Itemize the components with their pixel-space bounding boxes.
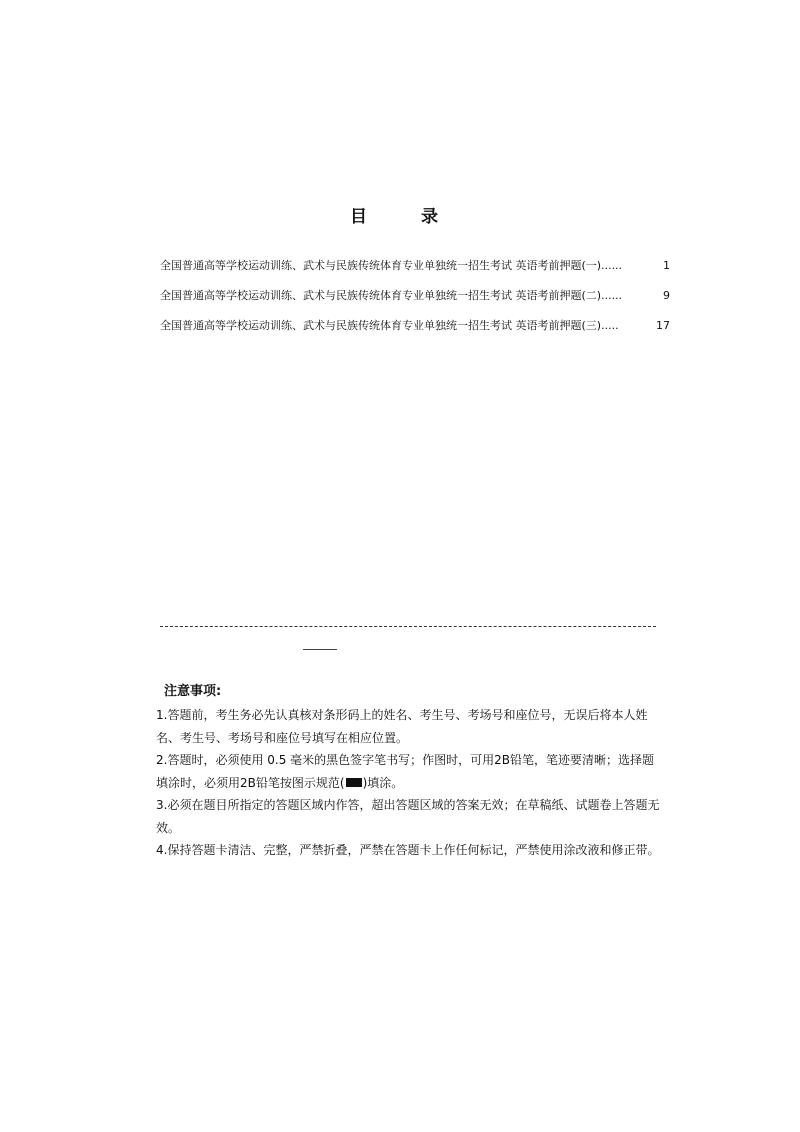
note-item-1: 1.答题前，考生务必先认真核对条形码上的姓名、考生号、考场号和座位号，无误后将本人姓名、考生号、考场号和座位号填写在相应位置。 bbox=[156, 708, 648, 745]
note-item-2 bbox=[156, 749, 666, 794]
toc-item-page: 17 bbox=[656, 319, 670, 332]
toc-item[interactable] bbox=[160, 316, 670, 346]
notes-title: 注意事项: bbox=[164, 684, 222, 699]
toc-list bbox=[160, 256, 670, 346]
note-item-3: 3.必须在题目所指定的答题区域内作答，超出答题区域的答案无效；在草稿纸、试题卷上答题无效。 bbox=[156, 798, 660, 835]
toc-item-text: 全国普通高等学校运动训练、武术与民族传统体育专业单独统一招生考试 英语考前押题(二)...... bbox=[160, 289, 623, 302]
toc-title: 目 录 bbox=[350, 207, 462, 227]
toc-item[interactable] bbox=[160, 286, 670, 316]
cut-line-divider bbox=[160, 626, 656, 627]
toc-item-text: 全国普通高等学校运动训练、武术与民族传统体育专业单独统一招生考试 英语考前押题(一)...... bbox=[160, 259, 623, 272]
toc-item-text: 全国普通高等学校运动训练、武术与民族传统体育专业单独统一招生考试 英语考前押题(三)..... bbox=[160, 319, 619, 332]
filled-answer-example-icon bbox=[346, 778, 362, 787]
toc-item-page: 1 bbox=[663, 259, 670, 272]
note-item-4: 4.保持答题卡清洁、完整，严禁折叠，严禁在答题卡上作任何标记，严禁使用涂改液和修正带。 bbox=[156, 843, 660, 857]
notes-list bbox=[156, 704, 666, 862]
note-item-2-text-before: 2.答题时，必须使用 0.5 毫米的黑色签字笔书写；作图时，可用2B铅笔，笔迹要清晰；选择题填涂时，必须用2B铅笔按图示规范( bbox=[156, 753, 655, 790]
toc-item[interactable] bbox=[160, 256, 670, 286]
note-item-2-text-after: )填涂。 bbox=[362, 775, 404, 790]
toc-item-page: 9 bbox=[663, 289, 670, 302]
short-rule bbox=[303, 649, 337, 650]
